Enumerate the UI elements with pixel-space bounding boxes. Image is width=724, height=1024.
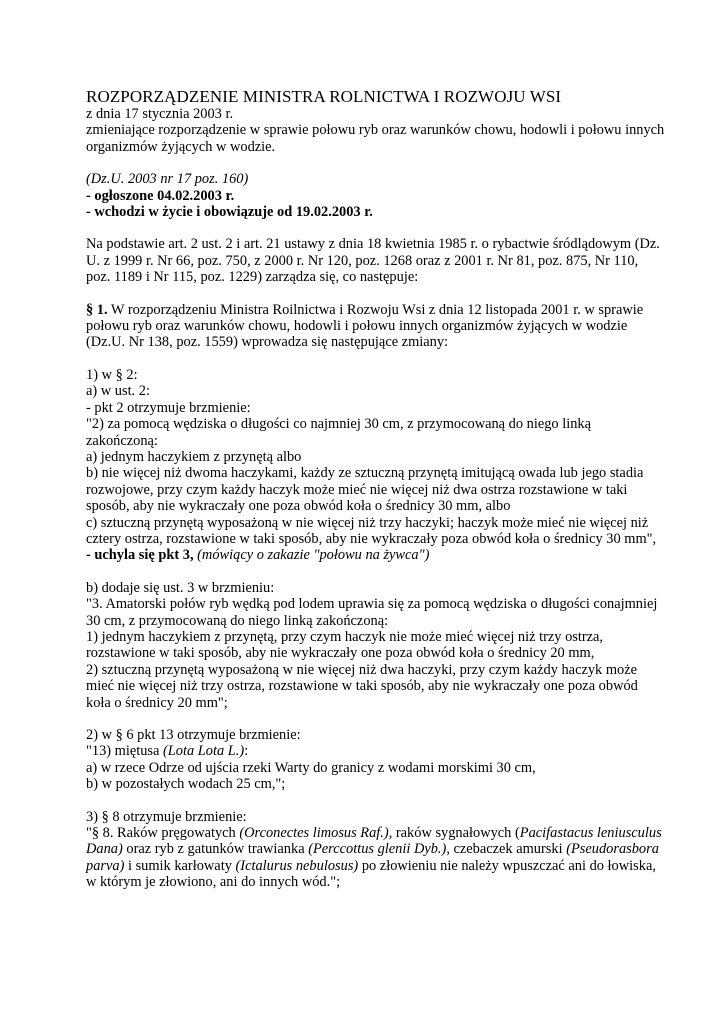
latin-name: (Orconectes limosus Raf.) [239, 825, 389, 842]
item-1b-line: b) dodaje się ust. 3 w brzmieniu: [86, 579, 275, 596]
document-subject: zmieniające rozporządzenie w sprawie połowu ryb oraz warunków chowu, hodowli i połowu innych organizmów żyjących w wodzie. [86, 122, 665, 155]
text-segment: , raków sygnałowych ( [388, 825, 520, 842]
paragraph-1-label: § 1. [86, 301, 108, 318]
item-2-line: 2) w § 6 pkt 13 otrzymuje brzmienie: [86, 727, 301, 743]
spacer [86, 155, 666, 171]
journal-reference: (Dz.U. 2003 nr 17 poz. 160) [86, 171, 249, 188]
item-1-line: a) jednym haczykiem z przynętą albo [86, 448, 302, 465]
latin-name: Pacifastacus leniusculus Dana) [86, 825, 662, 858]
text-segment: po złowieniu nie należy wpuszczać ani do łowiska, w którym je złowiono, ani do innych wód."; [86, 857, 656, 891]
preamble: Na podstawie art. 2 ust. 2 i art. 21 ustawy z dnia 18 kwietnia 1985 r. o rybactwie śródlądowym (Dz. U. z 1999 r. Nr 66, poz. 750, z 2000 r. Nr 120, poz. 1268 oraz z 2001 r. Nr 81, poz. 875, Nr 110, poz. 1189 i Nr 115, poz. 1229) zarządza się, co następuje: [86, 236, 660, 286]
item-1b-line: 2) sztuczną przynętą wyposażoną w nie więcej niż dwa haczyki, przy czym każdy haczyk może mieć nie więcej niż trzy ostrza, rozstawione w taki sposób, aby nie wykraczały one poza obwód koła o średnicy 20 mm"; [86, 661, 638, 711]
item-1-line: - pkt 2 otrzymuje brzmienie: [86, 399, 251, 416]
paragraph-1 [86, 302, 666, 351]
effective-date: - wchodzi w życie i obowiązuje od 19.02.2003 r. [86, 204, 373, 221]
published-date: - ogłoszone 04.02.2003 r. [86, 187, 235, 204]
species-latin: (Lota Lota L.) [163, 743, 245, 760]
latin-name: (Ictalurus nebulosus) [235, 857, 359, 874]
text-segment: i sumik karłowaty [124, 857, 236, 874]
item-1-line: 1) w § 2: [86, 366, 138, 383]
text-segment: oraz ryb z gatunków trawianka [122, 841, 309, 858]
repeal-note: (mówiący o zakazie "połowu na żywca") [193, 547, 430, 564]
spacer [86, 286, 666, 302]
item-2-line: a) w rzece Odrze od ujścia rzeki Warty do granicy z wodami morskimi 30 cm, [86, 759, 536, 776]
item-2-line [86, 743, 666, 759]
spacer [86, 564, 666, 580]
spacer [86, 220, 666, 236]
document-title: ROZPORZĄDZENIE MINISTRA ROLNICTWA I ROZWOJU WSI [86, 87, 562, 106]
item-1-line: "2) za pomocą wędziska o długości co najmniej 30 cm, z przymocowaną do niego linką zakończoną: [86, 416, 591, 449]
item-1-line: c) sztuczną przynętą wyposażoną w nie więcej niż trzy haczyki; haczyk może mieć nie więcej niż cztery ostrza, rozstawione w taki sposób, aby nie wykraczały poza obwód koła o średnicy 30 mm", [86, 514, 657, 547]
text-segment: , czebaczek amurski [446, 841, 567, 858]
document-date: z dnia 17 stycznia 2003 r. [86, 106, 234, 122]
item-1-line: a) w ust. 2: [86, 383, 150, 400]
latin-name: (Pseudorasbora parva) [86, 841, 659, 874]
species-text: : [244, 743, 249, 760]
item-2-line: b) w pozostałych wodach 25 cm,"; [86, 776, 286, 793]
spacer [86, 793, 666, 809]
repeal-line [86, 547, 666, 563]
spacer [86, 351, 666, 367]
paragraph-1-text: W rozporządzeniu Ministra Roilnictwa i Rozwoju Wsi z dnia 12 listopada 2001 r. w sprawie połowu ryb oraz warunków chowu, hodowli i połowu innych organizmów żyjących w wodzie (Dz.U. Nr 138, poz. 1559) wprowadza się następujące zmiany: [86, 301, 644, 351]
spacer [86, 711, 666, 727]
repeal-text: - uchyla się pkt 3, [86, 547, 194, 564]
species-text: "13) miętusa [86, 743, 164, 760]
item-3-paragraph [86, 825, 666, 891]
item-1-line: b) nie więcej niż dwoma haczykami, każdy ze sztuczną przynętą imitującą owada lub jego stadia rozwojowe, przy czym każdy haczyk może mieć nie więcej niż dwa ostrza rozstawione w taki sposób, aby nie wykraczały one poza obwód koła o średnicy 30 mm, albo [86, 465, 644, 515]
item-3-line: 3) § 8 otrzymuje brzmienie: [86, 808, 247, 825]
document-page [86, 87, 666, 891]
item-1b-line: 1) jednym haczykiem z przynętą, przy czym haczyk nie może mieć więcej niż trzy ostrza, rozstawione w taki sposób, aby nie wykraczały one poza obwód koła o średnicy 20 mm, [86, 628, 604, 662]
text-segment: "§ 8. Raków pręgowatych [86, 825, 240, 842]
latin-name: (Perccottus glenii Dyb.) [308, 841, 447, 858]
item-1b-line: "3. Amatorski połów ryb wędką pod lodem uprawia się za pomocą wędziska o długości conajmniej 30 cm, z przymocowaną do niego linką zakończoną: [86, 596, 658, 629]
